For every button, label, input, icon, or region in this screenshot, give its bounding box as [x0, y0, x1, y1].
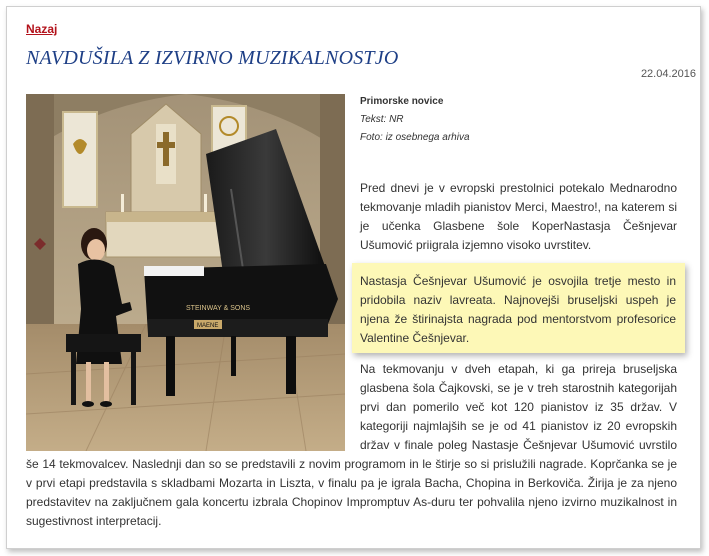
- piano-brand: STEINWAY & SONS: [186, 305, 251, 312]
- article-title: NAVDUŠILA Z IZVIRNO MUZIKALNOSTJO: [26, 47, 399, 69]
- article-lead: Pred dnevi je v evropski prestolnici potekalo Mednarodno tekmovanje mladih pianistov Merci, Maestro!, na katerem si je učenka Glasbene šole KoperNastasja Češnjevar Ušumović priigrala izjemno visoko uvrstitev.: [360, 181, 677, 252]
- back-link[interactable]: Nazaj: [26, 22, 58, 36]
- piano-bench: [66, 334, 141, 352]
- left-banner: [63, 112, 97, 207]
- piano-keyboard: [144, 266, 204, 276]
- article-meta: [360, 93, 470, 147]
- article-source: Primorske novice: [360, 96, 444, 107]
- article-date: 22.04.2016: [640, 68, 696, 80]
- text-credit: Tekst: NR: [360, 114, 404, 125]
- article-body-text: Na tekmovanju v dveh etapah, ki ga prireja bruseljska glasbena šola Čajkovski, se je v treh starostnih kategorijah prvi dan pomerilo več kot 120 pianistov iz 35 držav. V kategoriji najmlajših se je od 41 pianistov iz 20 evropskih držav v finale poleg Nastasje Češnjevar Ušumović uvrstilo še 14 tekmovalcev. Naslednji dan so se predstavili z novim programom in le štirje so si prislužili nagrade. Koprčanka se je v prvi etapi predstavila s skladbami Mozarta in Liszta, v finalu pa je igrala Bacha, Chopina in Berkoviča. Žirija je za njeno predstavitev na zaključnem gala koncertu izbrala Chopinov Impromptuv As-duru ter pohvalila njeno izvirno muzikalnost in sugestivnost interpretacij.: [26, 362, 677, 528]
- highlight-box: [352, 263, 685, 353]
- article-body: [26, 360, 677, 531]
- piano-model: MAENE: [197, 323, 219, 329]
- highlight-text: Nastasja Češnjevar Ušumović je osvojila tretje mesto in pridobila naziv lavreata. Najnovejši bruseljski uspeh je njena že štirinajsta nagrada pod mentorstvom profesorice Valentine Češnjevar.: [360, 274, 676, 345]
- photo-credit: Foto: iz osebnega arhiva: [360, 132, 470, 143]
